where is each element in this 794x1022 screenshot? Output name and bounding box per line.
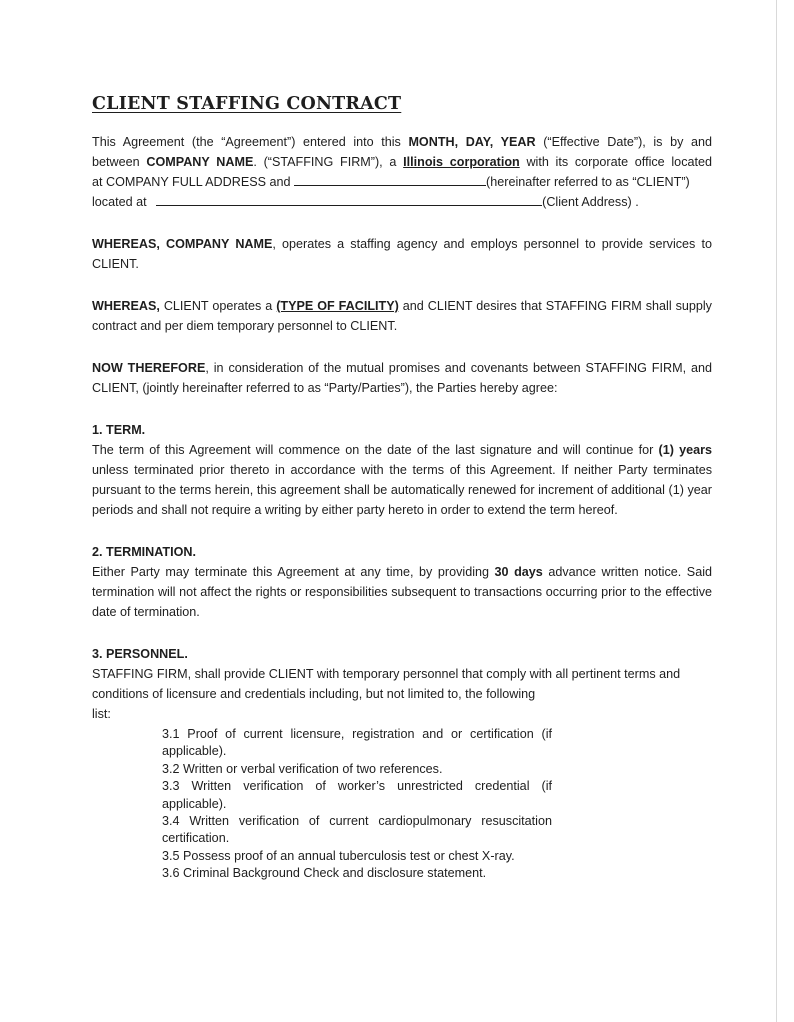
list-item: 3.2 Written or verbal verification of two references. [162, 761, 443, 776]
facility-type-placeholder: (TYPE OF FACILITY) [276, 299, 399, 313]
document-title: CLIENT STAFFING CONTRACT [92, 94, 402, 114]
section-termination [92, 542, 712, 622]
list-item: 3.3 Written verification of worker’s unrestricted credential (if applicable). [162, 779, 552, 811]
section-personnel [92, 644, 712, 883]
whereas-paragraph-2: WHEREAS, CLIENT operates a (TYPE OF FACILITY) and CLIENT desires that STAFFING FIRM shall supply contract and per diem temporary personnel to CLIENT. [92, 299, 712, 333]
effective-date-placeholder: MONTH, DAY, YEAR [408, 135, 536, 149]
section-personnel-text: STAFFING FIRM, shall provide CLIENT with temporary personnel that comply with all pertinent terms and conditions of licensure and credentials including, but not limited to, the following list: [92, 667, 681, 721]
document-page [92, 92, 712, 883]
intro-line-1: This Agreement (the “Agreement”) entered into this MONTH, DAY, YEAR (“Effective Date”), is by and [92, 135, 712, 149]
list-item: 3.4 Written verification of current cardiopulmonary resuscitation certification. [162, 814, 552, 846]
intro-line-4: located at (Client Address) . [92, 192, 712, 212]
intro-paragraph [92, 132, 712, 212]
section-termination-text: Either Party may terminate this Agreement at any time, by providing 30 days advance written notice. Said termination will not affect the rights or responsibilities subsequent to transactions occurring prior to the effective date of termination. [92, 565, 712, 619]
list-item: 3.5 Possess proof of an annual tuberculosis test or chest X-ray. [162, 848, 515, 863]
intro-line-3: at COMPANY FULL ADDRESS and (hereinafter referred to as “CLIENT”) [92, 172, 712, 192]
company-name-placeholder: COMPANY NAME [146, 155, 254, 169]
list-item: 3.6 Criminal Background Check and disclosure statement. [162, 866, 487, 881]
client-name-blank[interactable] [294, 172, 486, 186]
state-corporation: Illinois corporation [403, 155, 520, 169]
list-item: 3.1 Proof of current licensure, registration and or certification (if applicable). [162, 727, 552, 759]
section-term-text: The term of this Agreement will commence on the date of the last signature and will continue for (1) years unless terminated prior thereto in accordance with the terms of this Agreement. If neither Party terminates pursuant to the terms herein, this agreement shall be automatically renewed for increment of additional (1) year periods and shall not require a writing by either party hereto in order to extend the term hereof. [92, 443, 712, 517]
section-term-heading: 1. TERM. [92, 423, 146, 437]
client-address-blank[interactable] [156, 192, 542, 206]
whereas-paragraph-1: WHEREAS, COMPANY NAME, operates a staffing agency and employs personnel to provide services to CLIENT. [92, 237, 712, 271]
intro-line-2: between COMPANY NAME. (“STAFFING FIRM”), a Illinois corporation with its corporate office located [92, 155, 712, 169]
section-personnel-heading: 3. PERSONNEL. [92, 647, 188, 661]
page-edge-divider [776, 0, 777, 1022]
section-term [92, 420, 712, 520]
section-termination-heading: 2. TERMINATION. [92, 545, 197, 559]
now-therefore-paragraph: NOW THEREFORE, in consideration of the mutual promises and covenants between STAFFING FIRM, and CLIENT, (jointly hereinafter referred to as “Party/Parties”), the Parties hereby agree: [92, 361, 712, 395]
personnel-requirements-list [162, 726, 552, 883]
